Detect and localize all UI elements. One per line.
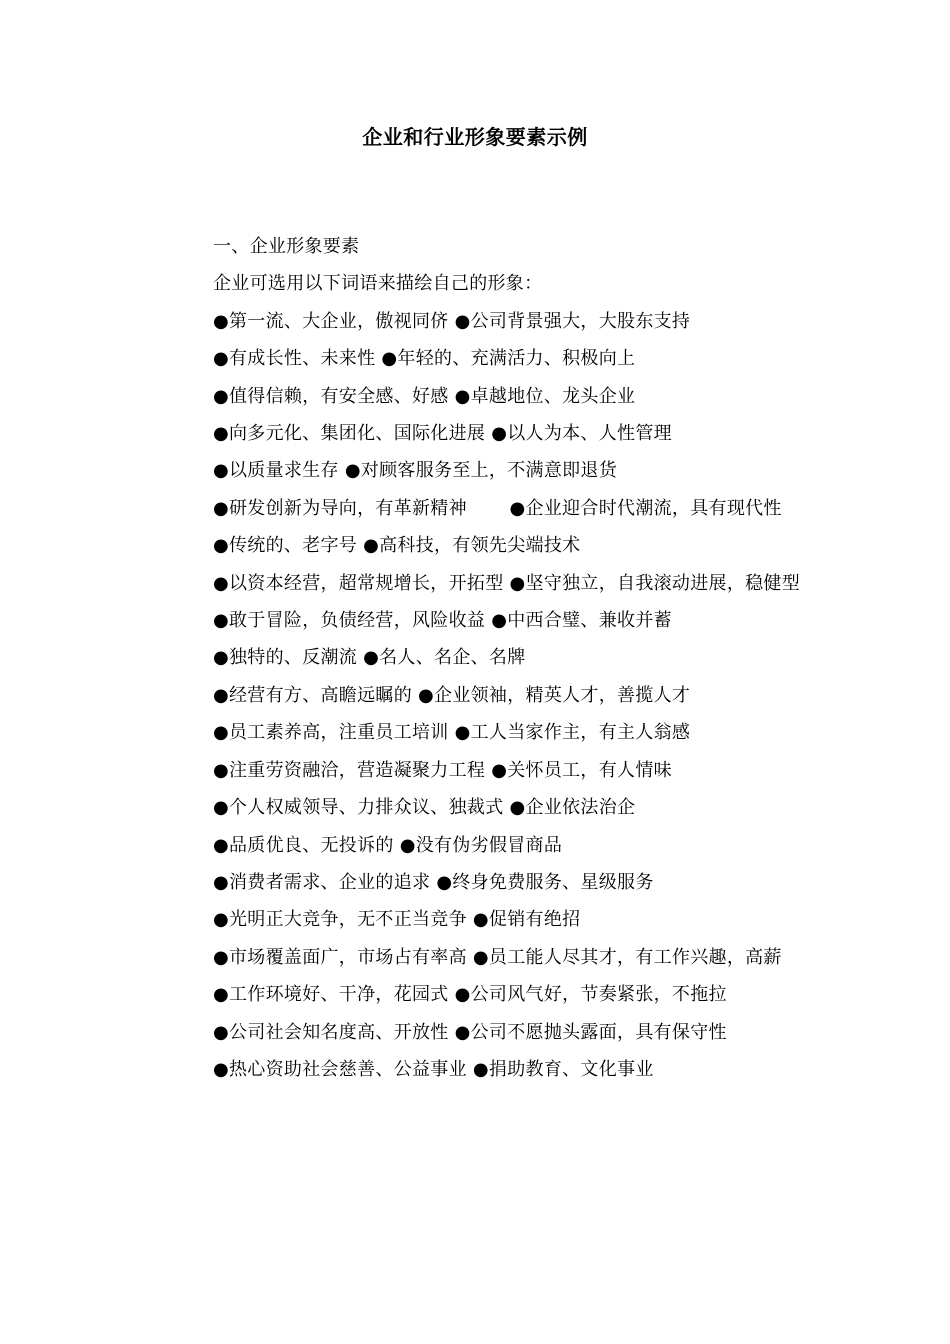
bullet-line-13: ●注重劳资融洽，营造凝聚力工程 ●关怀员工，有人情味 bbox=[213, 759, 672, 781]
bullet-line-9: ●敢于冒险，负债经营，风险收益 ●中西合璧、兼收并蓄 bbox=[213, 610, 672, 632]
bullet-line-17: ●光明正大竞争，无不正当竞争 ●促销有绝招 bbox=[213, 909, 581, 931]
bullet-line-2: ●有成长性、未来性 ●年轻的、充满活力、积极向上 bbox=[213, 348, 636, 370]
bullet-line-14: ●个人权威领导、力排众议、独裁式 ●企业依法治企 bbox=[213, 797, 636, 819]
bullet-line-16: ●消费者需求、企业的追求 ●终身免费服务、星级服务 bbox=[213, 871, 654, 893]
bullet-line-8: ●以资本经营，超常规增长，开拓型 ●坚守独立，自我滚动进展，稳健型 bbox=[213, 572, 801, 594]
bullet-line-19: ●工作环境好、干净，花园式 ●公司风气好，节奏紧张，不拖拉 bbox=[213, 984, 727, 1006]
section-heading: 一、企业形象要素 bbox=[213, 236, 360, 257]
bullet-line-15: ●品质优良、无投诉的 ●没有伪劣假冒商品 bbox=[213, 834, 563, 856]
bullet-line-7: ●传统的、老字号 ●高科技，有领先尖端技术 bbox=[213, 535, 581, 557]
bullet-line-3: ●值得信赖，有安全感、好感 ●卓越地位、龙头企业 bbox=[213, 385, 636, 407]
intro-paragraph: 企业可选用以下词语来描绘自己的形象： bbox=[213, 273, 543, 295]
bullet-line-11: ●经营有方、高瞻远瞩的 ●企业领袖，精英人才，善揽人才 bbox=[213, 684, 691, 706]
document-title: 企业和行业形象要素示例 bbox=[362, 125, 588, 149]
bullet-line-21: ●热心资助社会慈善、公益事业 ●捐助教育、文化事业 bbox=[213, 1058, 654, 1080]
bullet-line-10: ●独特的、反潮流 ●名人、名企、名牌 bbox=[213, 647, 526, 669]
bullet-line-18: ●市场覆盖面广，市场占有率高 ●员工能人尽其才，有工作兴趣，高薪 bbox=[213, 946, 782, 968]
bullet-line-12: ●员工素养高，注重员工培训 ●工人当家作主，有主人翁感 bbox=[213, 722, 691, 744]
bullet-line-5: ●以质量求生存 ●对顾客服务至上，不满意即退货 bbox=[213, 460, 618, 482]
document-body bbox=[145, 228, 805, 1088]
bullet-line-4: ●向多元化、集团化、国际化进展 ●以人为本、人性管理 bbox=[213, 423, 672, 445]
bullet-line-20: ●公司社会知名度高、开放性 ●公司不愿抛头露面，具有保守性 bbox=[213, 1021, 727, 1043]
bullet-line-6: ●研发创新为导向，有革新精神 ●企业迎合时代潮流，具有现代性 bbox=[213, 497, 782, 519]
bullet-line-1: ●第一流、大企业，傲视同侪 ●公司背景强大，大股东支持 bbox=[213, 310, 691, 332]
